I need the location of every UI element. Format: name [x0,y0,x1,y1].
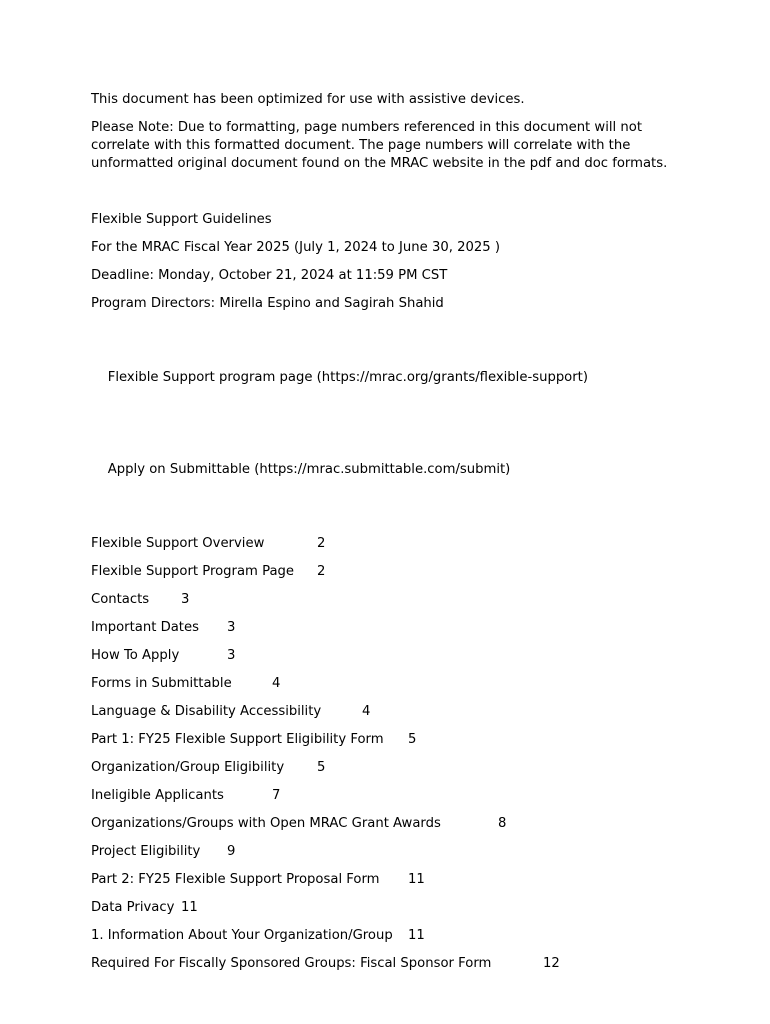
toc-entry-page: 12 [543,956,560,971]
toc-entry-title[interactable]: Forms in Submittable [91,676,232,691]
toc-entry[interactable] [91,871,691,889]
toc-entry-title[interactable]: Required For Fiscally Sponsored Groups: Fiscal Sponsor Form [91,956,492,971]
toc-entry-title[interactable]: Data Privacy [91,900,175,915]
page-numbers-note: Please Note: Due to formatting, page numbers referenced in this document will not correlate with this formatted document. The page numbers will correlate with the unformatted original document found on the MRAC website in the pdf and doc formats. [91,120,668,171]
program-page-link[interactable] [91,351,691,405]
toc-entry-title[interactable]: Part 2: FY25 Flexible Support Proposal Form [91,872,380,887]
toc-entry[interactable] [91,647,691,665]
apply-link-text[interactable]: Apply on Submittable (https://mrac.submittable.com/submit) [107,462,511,477]
assistive-notice: This document has been optimized for use with assistive devices. [91,92,525,107]
toc-entry[interactable] [91,899,691,917]
toc-entry[interactable] [91,759,691,777]
toc-entry-title[interactable]: Organization/Group Eligibility [91,760,285,775]
toc-entry[interactable] [91,787,691,805]
toc-entry-page: 3 [227,648,236,663]
toc-entry-title[interactable]: Language & Disability Accessibility [91,704,322,719]
toc-entry[interactable] [91,703,691,721]
toc-entry[interactable] [91,955,691,973]
toc-entry-page: 9 [227,844,236,859]
toc-entry[interactable] [91,619,691,637]
toc-entry-title[interactable]: Organizations/Groups with Open MRAC Grant Awards [91,816,441,831]
toc-entry-page: 8 [498,816,507,831]
toc-entry-title[interactable]: Important Dates [91,620,199,635]
document-page [91,91,691,983]
toc-entry-page: 2 [317,564,326,579]
apply-link[interactable] [91,443,691,497]
toc-entry[interactable] [91,731,691,749]
toc-entry-page: 2 [317,536,326,551]
toc-entry-page: 4 [362,704,371,719]
toc-entry-title[interactable]: 1. Information About Your Organization/Group [91,928,393,943]
toc-entry[interactable] [91,591,691,609]
toc-entry-title[interactable]: Ineligible Applicants [91,788,224,803]
toc-entry-title[interactable]: Contacts [91,592,150,607]
toc-entry-title[interactable]: Project Eligibility [91,844,201,859]
table-of-contents [91,535,691,973]
program-page-link-text[interactable]: Flexible Support program page (https://mrac.org/grants/flexible-support) [107,370,588,385]
toc-entry-page: 4 [272,676,281,691]
toc-entry[interactable] [91,927,691,945]
toc-entry[interactable] [91,675,691,693]
toc-entry-title[interactable]: Flexible Support Overview [91,536,265,551]
deadline-line: Deadline: Monday, October 21, 2024 at 11:59 PM CST [91,268,448,283]
toc-entry-page: 5 [317,760,326,775]
document-title: Flexible Support Guidelines [91,212,272,227]
toc-entry-page: 11 [181,900,198,915]
toc-entry[interactable] [91,843,691,861]
toc-entry[interactable] [91,815,691,833]
program-directors-line: Program Directors: Mirella Espino and Sagirah Shahid [91,296,444,311]
toc-entry-page: 11 [408,872,425,887]
toc-entry-title[interactable]: Part 1: FY25 Flexible Support Eligibility Form [91,732,384,747]
toc-entry[interactable] [91,535,691,553]
toc-entry-page: 7 [272,788,281,803]
toc-entry-title[interactable]: How To Apply [91,648,180,663]
toc-entry-page: 3 [227,620,236,635]
fiscal-year-line: For the MRAC Fiscal Year 2025 (July 1, 2024 to June 30, 2025 ) [91,240,501,255]
toc-entry-page: 5 [408,732,417,747]
toc-entry-page: 3 [181,592,190,607]
toc-entry-page: 11 [408,928,425,943]
toc-entry[interactable] [91,563,691,581]
toc-entry-title[interactable]: Flexible Support Program Page [91,564,295,579]
